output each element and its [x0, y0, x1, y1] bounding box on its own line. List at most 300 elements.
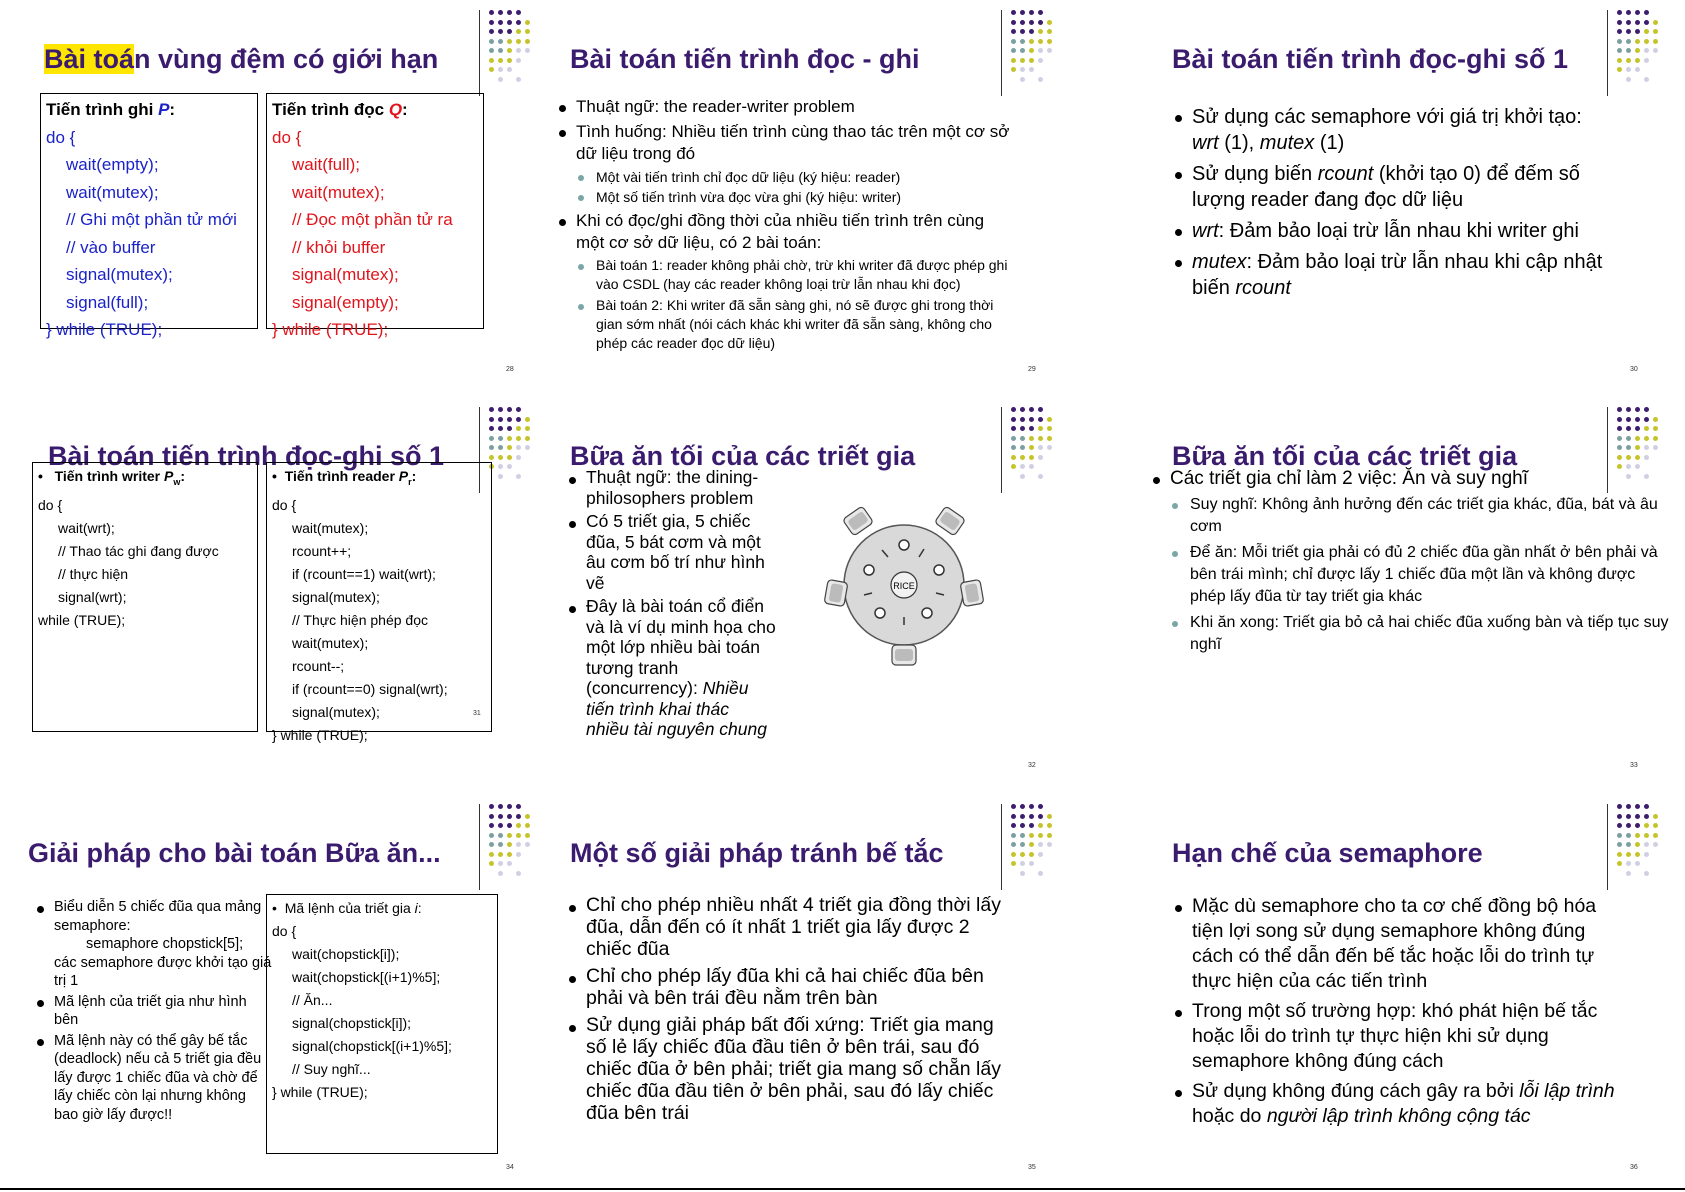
- bullet-list: [566, 894, 1011, 1124]
- dot: [489, 407, 494, 412]
- dot: [1038, 474, 1043, 479]
- dot: [1626, 29, 1631, 34]
- chair: [960, 579, 984, 606]
- dot: [516, 871, 521, 876]
- dot: [1653, 426, 1658, 431]
- slide-29: [522, 0, 1083, 397]
- slide-32: [522, 397, 1083, 794]
- dot: [1038, 833, 1043, 838]
- dot: [1038, 48, 1043, 53]
- slide-title: Bữa ăn tối của các triết gia: [570, 441, 916, 471]
- dot: [1020, 67, 1025, 72]
- dot: [1038, 58, 1043, 63]
- dot: [1038, 20, 1043, 25]
- dot: [498, 445, 503, 450]
- dot: [1644, 455, 1649, 460]
- bullet-list: [1150, 467, 1670, 656]
- dot: [489, 58, 494, 63]
- bottom-border: [0, 1188, 1685, 1190]
- dot: [507, 804, 512, 809]
- dot: [1653, 20, 1658, 25]
- dot: [498, 833, 503, 838]
- list-item: Bài toán 2: Khi writer đã sẵn sàng ghi, nó sẽ được ghi trong thời gian sớm nhất (nói cách khác khi writer đã sẵn sàng, không cho phép các reader đọc dữ liệu): [556, 296, 1016, 353]
- list-item: Mã lệnh của triết gia như hình bên: [34, 993, 274, 1030]
- dot: [507, 417, 512, 422]
- dot: [489, 852, 494, 857]
- bowl: [899, 540, 909, 550]
- list-item: Sử dụng biến rcount (khởi tạo 0) để đếm số lượng reader đang đọc dữ liệu: [1172, 161, 1612, 213]
- dot: [516, 436, 521, 441]
- dot: [1635, 29, 1640, 34]
- dot: [489, 804, 494, 809]
- dot: [1020, 833, 1025, 838]
- dot: [1644, 77, 1649, 82]
- list-item: Một vài tiến trình chỉ đọc dữ liệu (ký hiệu: reader): [556, 167, 1016, 187]
- dot: [516, 20, 521, 25]
- dot: [1644, 39, 1649, 44]
- dot: [1029, 39, 1034, 44]
- bullet-list: [556, 96, 1016, 353]
- dot: [516, 804, 521, 809]
- dot: [1038, 29, 1043, 34]
- dot: [507, 861, 512, 866]
- dot: [1011, 58, 1016, 63]
- dot: [489, 842, 494, 847]
- dot: [516, 814, 521, 819]
- dot: [498, 48, 503, 53]
- dot: [1626, 842, 1631, 847]
- dot: [1653, 29, 1658, 34]
- page-number: 32: [1028, 762, 1036, 769]
- list-item: Có 5 triết gia, 5 chiếc đũa, 5 bát cơm và một âu cơm bố trí như hình vẽ: [566, 511, 776, 593]
- dot: [1029, 417, 1034, 422]
- dot: [489, 417, 494, 422]
- title-divider: [1607, 804, 1608, 890]
- dot: [1020, 814, 1025, 819]
- list-item: Khi ăn xong: Triết gia bỏ cả hai chiếc đũa xuống bàn và tiếp tục suy nghĩ: [1150, 612, 1670, 656]
- dot: [507, 852, 512, 857]
- dot: [1029, 814, 1034, 819]
- dot: [507, 842, 512, 847]
- dot: [1029, 861, 1034, 866]
- dot: [1626, 833, 1631, 838]
- dot: [1047, 48, 1052, 53]
- dot: [1047, 833, 1052, 838]
- slide-title: Bài toán tiến trình đọc - ghi: [570, 44, 920, 74]
- dot: [1020, 77, 1025, 82]
- dot: [1011, 804, 1016, 809]
- dot: [1626, 48, 1631, 53]
- dot: [498, 20, 503, 25]
- title-divider: [1001, 10, 1002, 96]
- dot: [1029, 29, 1034, 34]
- dot: [1038, 445, 1043, 450]
- dot: [1653, 842, 1658, 847]
- dot: [1011, 20, 1016, 25]
- dot: [516, 77, 521, 82]
- dot: [507, 436, 512, 441]
- dot: [1029, 842, 1034, 847]
- dot: [516, 455, 521, 460]
- page-number: 33: [1630, 762, 1638, 769]
- dot: [498, 10, 503, 15]
- dot: [1047, 814, 1052, 819]
- slide-title: Giải pháp cho bài toán Bữa ăn...: [28, 838, 441, 868]
- dot: [1617, 455, 1622, 460]
- chair: [842, 506, 873, 536]
- list-item: Để ăn: Mỗi triết gia phải có đủ 2 chiếc đũa gần nhất ở bên phải và bên trái mình; chỉ được lấy 1 chiếc đũa một lần và không được phép lấy đũa từ tay triết gia khác: [1150, 542, 1670, 608]
- list-item: Các triết gia chỉ làm 2 việc: Ăn và suy nghĩ: [1150, 467, 1670, 490]
- dot: [1653, 833, 1658, 838]
- dot: [1011, 823, 1016, 828]
- dot: [1038, 407, 1043, 412]
- dot: [1644, 833, 1649, 838]
- dot: [1029, 852, 1034, 857]
- dot: [1644, 426, 1649, 431]
- dot: [1020, 58, 1025, 63]
- list-item: Tình huống: Nhiều tiến trình cùng thao tác trên một cơ sở dữ liệu trong đó: [556, 121, 1016, 165]
- dining-philosophers-illustration: [822, 505, 1002, 675]
- dot: [507, 426, 512, 431]
- list-item: Thuật ngữ: the reader-writer problem: [556, 96, 1016, 118]
- dot: [1644, 58, 1649, 63]
- chair: [824, 579, 848, 606]
- dot: [498, 852, 503, 857]
- bullet-list: [566, 467, 776, 740]
- dot: [516, 29, 521, 34]
- dot: [498, 823, 503, 828]
- dot: [1644, 842, 1649, 847]
- dot-grid-decoration: [1011, 804, 1059, 882]
- dot: [507, 833, 512, 838]
- dot: [1644, 29, 1649, 34]
- title-divider: [479, 10, 480, 96]
- dot: [1020, 455, 1025, 460]
- dot: [1029, 407, 1034, 412]
- dot: [489, 20, 494, 25]
- dot: [1617, 861, 1622, 866]
- list-item: Chỉ cho phép nhiều nhất 4 triết gia đồng thời lấy đũa, dẫn đến có ít nhất 1 triết gia lấy được 2 chiếc đũa: [566, 894, 1011, 960]
- dot: [1617, 804, 1622, 809]
- dot: [1047, 445, 1052, 450]
- dot: [1626, 804, 1631, 809]
- dot: [498, 842, 503, 847]
- dot: [1626, 861, 1631, 866]
- dot: [1038, 871, 1043, 876]
- list-item: Suy nghĩ: Không ảnh hưởng đến các triết gia khác, đũa, bát và âu cơm: [1150, 494, 1670, 538]
- dot: [1617, 852, 1622, 857]
- dot: [498, 39, 503, 44]
- dot: [1020, 871, 1025, 876]
- dot: [507, 823, 512, 828]
- dot: [1011, 445, 1016, 450]
- dot: [507, 58, 512, 63]
- slide-36: [1124, 794, 1685, 1191]
- dot: [1644, 10, 1649, 15]
- dot: [1011, 842, 1016, 847]
- page-number: 31: [473, 710, 481, 717]
- dot: [1626, 58, 1631, 63]
- dot: [1029, 464, 1034, 469]
- dot-grid-decoration: [1617, 804, 1665, 882]
- dot: [1626, 20, 1631, 25]
- dot: [1029, 20, 1034, 25]
- list-item: Mã lệnh này có thể gây bế tắc (deadlock) nếu cả 5 triết gia đều lấy được 1 chiếc đũa và chờ để lấy chiếc còn lại nhưng không bao giờ lấy được!!: [34, 1032, 274, 1125]
- title-divider: [1607, 10, 1608, 96]
- dot: [1626, 814, 1631, 819]
- dot: [507, 814, 512, 819]
- dot: [1038, 455, 1043, 460]
- dot: [516, 842, 521, 847]
- dot: [1047, 29, 1052, 34]
- dot: [516, 823, 521, 828]
- dot: [1020, 10, 1025, 15]
- dot: [1029, 10, 1034, 15]
- dot: [1047, 823, 1052, 828]
- list-item: Chỉ cho phép lấy đũa khi cả hai chiếc đũa bên phải và bên trái đều nằm trên bàn: [566, 965, 1011, 1009]
- dot: [1644, 804, 1649, 809]
- dot: [1644, 407, 1649, 412]
- dot: [1038, 77, 1043, 82]
- dot: [1029, 804, 1034, 809]
- dot-grid-decoration: [1011, 10, 1059, 88]
- dot: [1635, 861, 1640, 866]
- dot: [1617, 29, 1622, 34]
- dot: [1029, 58, 1034, 63]
- dot: [1626, 871, 1631, 876]
- dot: [489, 861, 494, 866]
- dot: [1635, 48, 1640, 53]
- slide-title: Hạn chế của semaphore: [1172, 838, 1483, 868]
- dot: [1626, 823, 1631, 828]
- dot: [489, 455, 494, 460]
- writer-code-box: • Tiến trình writer $P_w$: do { wait(wrt); // Thao tác ghi đang được // thực hiện signal(wrt); while (TRUE);: [32, 462, 258, 732]
- dot: [1029, 426, 1034, 431]
- page-number: 28: [506, 366, 514, 373]
- philosopher-code-box: • Mã lệnh của triết gia i: do { wait(chopstick[i]); wait(chopstick[(i+1)%5]; // Ăn... signal(chopstick[i]); signal(chopstick[(i+1)%5]; // Suy nghĩ... } while (TRUE);: [266, 894, 498, 1154]
- dot: [1635, 67, 1640, 72]
- dot: [516, 426, 521, 431]
- dot: [1011, 417, 1016, 422]
- dot: [1011, 10, 1016, 15]
- dot: [1038, 842, 1043, 847]
- dot: [507, 39, 512, 44]
- slide-30: [1124, 0, 1685, 397]
- slide-title: Bài toán vùng đệm có giới hạn: [44, 44, 439, 74]
- chair: [934, 506, 965, 536]
- dot: [1029, 436, 1034, 441]
- dot: [498, 464, 503, 469]
- dot: [1011, 426, 1016, 431]
- dot: [498, 58, 503, 63]
- dot: [1644, 417, 1649, 422]
- dot: [1635, 436, 1640, 441]
- bullet-list: [34, 898, 274, 1124]
- bullet-list: [1172, 894, 1622, 1129]
- bowl: [864, 565, 874, 575]
- dot: [489, 445, 494, 450]
- dot: [1617, 39, 1622, 44]
- dot: [1047, 39, 1052, 44]
- dot: [507, 20, 512, 25]
- dot: [1011, 29, 1016, 34]
- dot: [489, 823, 494, 828]
- dot: [1038, 10, 1043, 15]
- dot: [1635, 833, 1640, 838]
- dot: [1617, 426, 1622, 431]
- dot: [1011, 39, 1016, 44]
- dot: [1011, 455, 1016, 460]
- slide-34: [0, 794, 561, 1191]
- dot: [1011, 407, 1016, 412]
- dot: [489, 436, 494, 441]
- dot: [1617, 814, 1622, 819]
- dot: [1020, 852, 1025, 857]
- slide-title: Bài toán tiến trình đọc-ghi số 1: [48, 441, 445, 471]
- dot: [498, 417, 503, 422]
- page-number: 36: [1630, 1164, 1638, 1171]
- dot: [1617, 436, 1622, 441]
- dot: [1020, 417, 1025, 422]
- dot: [1011, 814, 1016, 819]
- dot: [1038, 804, 1043, 809]
- dot: [498, 77, 503, 82]
- dot: [498, 861, 503, 866]
- dot: [498, 804, 503, 809]
- dot: [1011, 861, 1016, 866]
- dot: [1020, 426, 1025, 431]
- dot: [498, 436, 503, 441]
- dot: [1029, 823, 1034, 828]
- slide-31: [0, 397, 561, 794]
- dot: [1029, 48, 1034, 53]
- dot: [1020, 436, 1025, 441]
- dot: [1635, 20, 1640, 25]
- dot: [1020, 474, 1025, 479]
- dot: [489, 814, 494, 819]
- dot: [516, 445, 521, 450]
- dot: [1626, 852, 1631, 857]
- dot: [516, 833, 521, 838]
- slide-33: [1124, 397, 1685, 794]
- dot-grid-decoration: [1617, 10, 1665, 88]
- dot: [1635, 407, 1640, 412]
- page-number: 34: [506, 1164, 514, 1171]
- dot: [1029, 67, 1034, 72]
- dot: [498, 426, 503, 431]
- writer-code-box: Tiến trình ghi P: do { wait(empty); wait(mutex); // Ghi một phần tử mới // vào buffer signal(mutex); signal(full); } while (TRUE);: [40, 93, 258, 329]
- dot: [1626, 426, 1631, 431]
- dot: [1626, 417, 1631, 422]
- dot: [1047, 436, 1052, 441]
- dot: [1047, 426, 1052, 431]
- list-item: Một số tiến trình vừa đọc vừa ghi (ký hiệu: writer): [556, 187, 1016, 207]
- dot: [498, 871, 503, 876]
- dot: [1644, 445, 1649, 450]
- slide-28: [0, 0, 561, 397]
- dot: [1653, 823, 1658, 828]
- dot: [1029, 445, 1034, 450]
- dot: [1038, 417, 1043, 422]
- dot: [1644, 48, 1649, 53]
- dot: [498, 814, 503, 819]
- title-divider: [479, 804, 480, 890]
- dot: [1020, 464, 1025, 469]
- dot: [1020, 445, 1025, 450]
- list-item: Biểu diễn 5 chiếc đũa qua mảng semaphore: semaphore chopstick[5]; các semaphore được khởi tạo giá trị 1: [34, 898, 274, 991]
- dot: [516, 48, 521, 53]
- dot: [1653, 48, 1658, 53]
- dot: [489, 426, 494, 431]
- dot: [1047, 20, 1052, 25]
- dot: [1020, 48, 1025, 53]
- list-item: mutex: Đảm bảo loại trừ lẫn nhau khi cập nhật biến rcount: [1172, 249, 1612, 301]
- dot: [1020, 20, 1025, 25]
- dot: [1653, 814, 1658, 819]
- dot: [1617, 48, 1622, 53]
- rice-label: RICE: [893, 581, 915, 591]
- dot: [1011, 833, 1016, 838]
- bullet-list: [1172, 104, 1612, 301]
- dot: [1617, 67, 1622, 72]
- dot: [1635, 814, 1640, 819]
- dot: [1626, 77, 1631, 82]
- dot: [1617, 842, 1622, 847]
- dot-grid-decoration: [1011, 407, 1059, 485]
- dot: [1635, 455, 1640, 460]
- dot: [1038, 852, 1043, 857]
- dot: [498, 67, 503, 72]
- dot: [1635, 426, 1640, 431]
- page-number: 35: [1028, 1164, 1036, 1171]
- dot: [516, 474, 521, 479]
- dot: [1644, 823, 1649, 828]
- dot: [1635, 823, 1640, 828]
- dot: [1653, 436, 1658, 441]
- dot: [1644, 20, 1649, 25]
- dot: [1644, 814, 1649, 819]
- dot: [1020, 804, 1025, 809]
- dot: [1617, 417, 1622, 422]
- slide-title: Bữa ăn tối của các triết gia: [1172, 441, 1518, 471]
- dot: [1020, 861, 1025, 866]
- dot: [507, 407, 512, 412]
- list-item: Mặc dù semaphore cho ta cơ chế đồng bộ hóa tiện lợi song sử dụng semaphore không đúng cách có thể dẫn đến bế tắc hoặc lỗi do trình tự thực hiện của các tiến trình: [1172, 894, 1622, 994]
- list-item: Đây là bài toán cổ điển và là ví dụ minh họa cho một lớp nhiều bài toán tương tranh (concurrency): Nhiều tiến trình khai thác nhiều tài nguyên chung: [566, 596, 776, 740]
- dot: [1626, 407, 1631, 412]
- dot: [1626, 39, 1631, 44]
- list-item: Trong một số trường hợp: khó phát hiện bế tắc hoặc lỗi do trình tự thực hiện khi sử dụng semaphore không đúng cách: [1172, 999, 1622, 1074]
- chair: [892, 645, 916, 665]
- dot: [516, 10, 521, 15]
- dot: [507, 10, 512, 15]
- dot: [516, 417, 521, 422]
- dot: [1038, 823, 1043, 828]
- dot: [1047, 842, 1052, 847]
- dot: [489, 833, 494, 838]
- dot: [498, 474, 503, 479]
- title-divider: [1001, 407, 1002, 493]
- dot: [507, 29, 512, 34]
- page-number: 30: [1630, 366, 1638, 373]
- list-item: Sử dụng giải pháp bất đối xứng: Triết gia mang số lẻ lấy chiếc đũa đầu tiên ở bên trái, sau đó chiếc đũa ở bên phải; triết gia mang số chẵn lấy chiếc đũa đầu tiên ở bên phải, sau đó lấy chiếc đũa bên trái: [566, 1014, 1011, 1124]
- dot: [1011, 852, 1016, 857]
- dot: [1011, 436, 1016, 441]
- dot: [498, 455, 503, 460]
- page-number: 29: [1028, 366, 1036, 373]
- dot: [489, 29, 494, 34]
- dot: [507, 455, 512, 460]
